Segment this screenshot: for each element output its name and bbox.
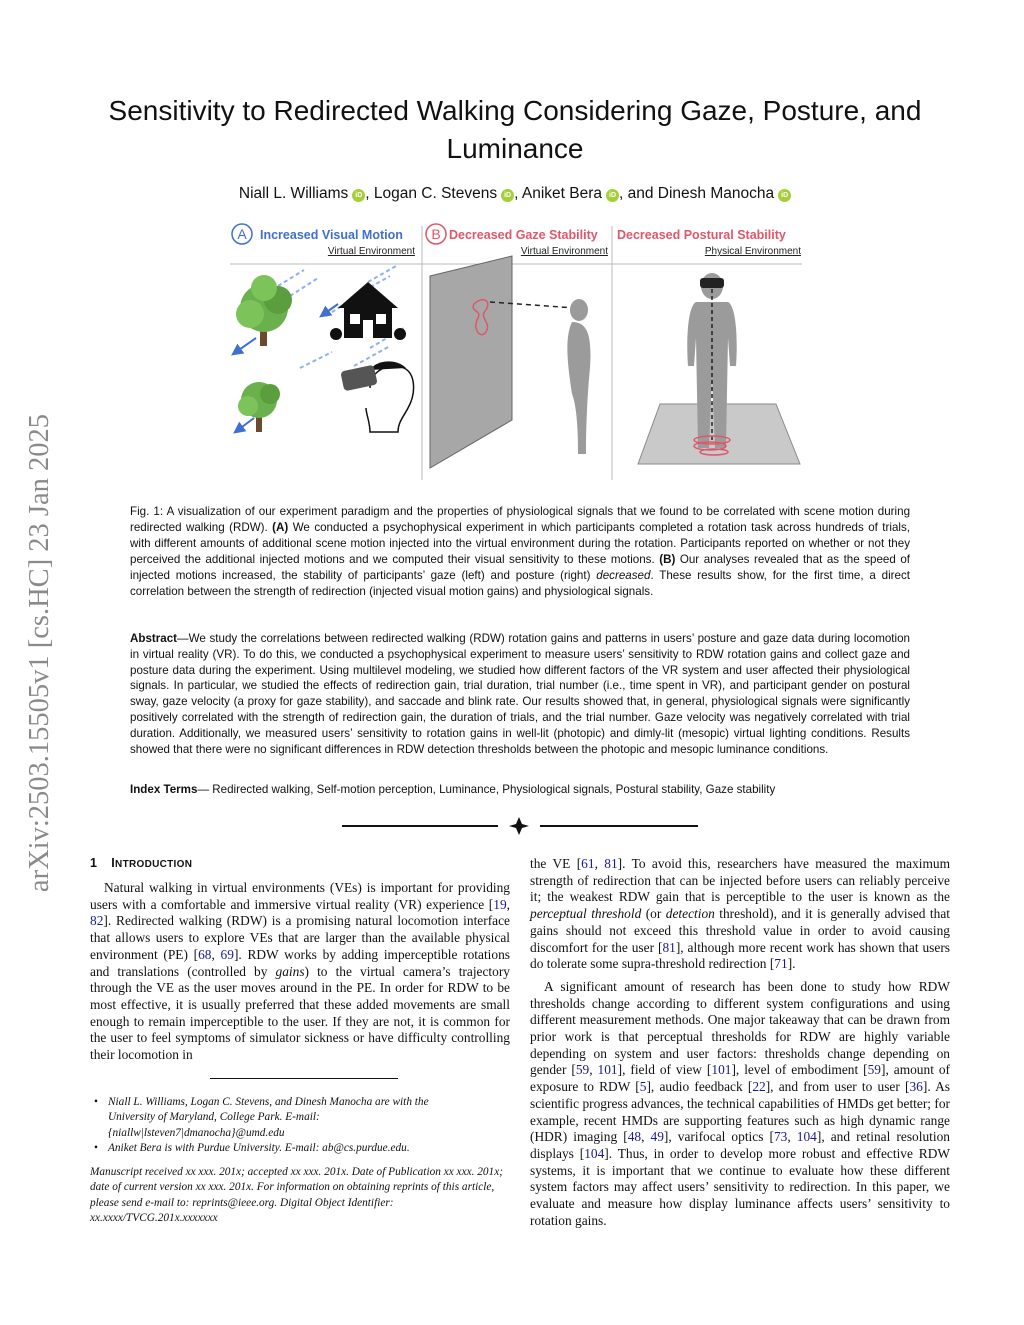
body-text: ], varifocal optics [ (663, 1129, 774, 1145)
caption-text-2: We conducted a psychophysical experiment in which participants completed a rotation task across hundreds of trials, with different amounts of additional scene motion injected into the virtual environment during the rotation. Participants reported on whether or not they perceived the additional injected motions and we computed their visual sensitivity to these motions. (130, 520, 910, 566)
body-text: (or (641, 906, 666, 922)
orcid-icon[interactable]: iD (778, 189, 791, 202)
panel-a-header (232, 224, 415, 257)
citation-link[interactable]: 49 (650, 1129, 664, 1145)
house-icon (330, 282, 406, 340)
citation-link[interactable]: 73 (773, 1129, 788, 1145)
emphasis-text: perceptual threshold (530, 906, 642, 922)
virtual-screen (430, 256, 512, 468)
panel-b-subtitle: Virtual Environment (520, 246, 608, 257)
author-name: Niall L. Williams (238, 185, 349, 202)
body-text: A significant amount of research has been done to study how RDW thresholds change according to different system configurations and using different measurement methods. One major takeaway that can be drawn from prior work is that perceptual thresholds for RDW are highly variable depending on system and user factors: thresholds change depending on gender [ (530, 978, 950, 1078)
body-text: ], and from user to user [ (765, 1079, 910, 1095)
panel-a-subtitle: Virtual Environment (327, 246, 415, 257)
panel-b-title: Decreased Gaze Stability (449, 228, 598, 242)
citation-link[interactable]: 61 (581, 856, 595, 871)
panel-a-illustration (236, 266, 414, 432)
bullet-icon: • (94, 1142, 98, 1155)
body-text: ]. RDW works by adding imperceptible rotations and translations (controlled by (90, 946, 510, 979)
index-terms (130, 782, 910, 797)
citation-link[interactable]: 19 (493, 896, 507, 912)
person-side-icon (567, 299, 590, 454)
caption-marker-b: (B) (659, 552, 676, 566)
figure-caption (130, 504, 910, 599)
paper-title: Sensitivity to Redirected Walking Considering Gaze, Posture, and Luminance (108, 95, 922, 164)
body-text: Natural walking in virtual environments (VEs) is important for providing users with a comfortable and immersive virtual reality (VR) experience [ (90, 880, 510, 912)
abstract-text: —We study the correlations between redirected walking (RDW) rotation gains and patterns in users’ posture and gaze data during locomotion in virtual reality (VR). To do this, we conducted a psychophysical experiment to measure users’ sensitivity to RDW rotation gains and collect gaze and posture data during the experiment. Using multilevel modeling, we studied how different factors of the VR system and user affected their physiological signals. In particular, we studied the effects of redirection gain, trial duration, trial number (i.e., time spent in VR), and participant gender on postural sway, gaze velocity (a proxy for gaze stability), and saccade and blink rate. Our results showed that, in general, physiological signals were significantly positively correlated with the strength of redirection gain, the duration of trials, and the trial number. Gaze velocity was negatively correlated with trial duration. Additionally, we measured users’ sensitivity to rotation gains in well-lit (photopic) and dimly-lit (mesopic) virtual lighting conditions. Results showed that there were no significant differences in RDW detection thresholds between the photopic and mesopic luminance conditions. (130, 632, 910, 756)
orcid-icon[interactable]: iD (352, 189, 365, 202)
panel-a-badge: A (237, 226, 247, 242)
body-text: ]. (787, 956, 796, 972)
body-text: ], and retinal resolution displays [ (530, 1129, 950, 1161)
index-terms-text: — Redirected walking, Self-motion perception, Luminance, Physiological signals, Postural stability, Gaze stability (197, 783, 776, 796)
footnote-line: Aniket Bera is with Purdue University. E-mail: ab@cs.purdue.edu. (108, 1142, 410, 1155)
body-text: ], audio feedback [ (646, 1079, 753, 1095)
intro-paragraph-2 (530, 856, 950, 973)
citation-link[interactable]: 36 (909, 1079, 923, 1095)
abstract (130, 631, 910, 757)
caption-emphasis: decreased (596, 568, 651, 582)
emphasis-text: gains (275, 963, 305, 979)
panel-b-badge: B (431, 226, 441, 242)
caption-label: Fig. 1: (130, 505, 164, 518)
arxiv-id-text: arXiv:2503.15505v1 [cs.HC] 23 Jan 2025 (24, 413, 55, 892)
citation-link[interactable]: 81 (604, 856, 618, 871)
panel-c-header (617, 228, 801, 257)
panel-c-title: Decreased Postural Stability (617, 228, 786, 242)
body-text: , (641, 1129, 651, 1145)
footnote-line: University of Maryland, College Park. E-mail: (108, 1111, 320, 1124)
intro-paragraph-1 (90, 880, 510, 1064)
author-list (90, 185, 940, 203)
bullet-icon: • (94, 1095, 98, 1108)
tree-icon (236, 275, 292, 346)
vr-headset-user-icon (340, 361, 413, 432)
figure-1 (220, 218, 815, 490)
body-text: , (211, 946, 221, 962)
body-text: threshold), and it is generally advised that gains should not exceed this threshold value in order to avoid causing discomfort for the user [ (530, 906, 950, 955)
right-column (530, 856, 950, 1229)
citation-link[interactable]: 104 (796, 1129, 817, 1145)
body-text: ]. Redirected walking (RDW) is a promising natural locomotion interface that allows users to explore VEs that are larger than the available physical environment (PE) [ (90, 913, 510, 962)
body-text: ) to the virtual camera’s trajectory through the VE as the user moves around in the PE. In order for RDW to be most effective, it is usually preferred that these added movements are small enough to remain imperceptible to the user. If they are not, it is common for the user to feel symptoms of simulator sickness or have difficulty controlling their locomotion in (90, 963, 510, 1063)
section-number: 1 (90, 856, 98, 870)
caption-text-3: Our analyses revealed that as the speed of injected motions increased, the stability of participants’ gaze (left) and posture (right) (130, 552, 910, 582)
intro-paragraph-3 (530, 979, 950, 1230)
caption-marker-a: (A) (272, 520, 289, 534)
author-name: Aniket Bera (521, 185, 603, 202)
citation-link[interactable]: 59 (867, 1062, 881, 1078)
body-text: , (506, 896, 510, 912)
footnote-item (90, 1141, 510, 1157)
caption-text-4: . These results show, for the first time, a direct correlation between the strength of redirection (injected visual motion gains) and physiological signals. (130, 568, 911, 598)
caption-text-1: A visualization of our experiment paradigm and the properties of physiological signals that we found to be correlated with scene motion during redirected walking (RDW). (130, 505, 911, 534)
citation-link[interactable]: 101 (597, 1062, 618, 1078)
author-name: Logan C. Stevens (373, 185, 498, 202)
orcid-icon[interactable]: iD (501, 189, 514, 202)
author-name: Dinesh Manocha (657, 185, 775, 202)
body-text: the VE [ (530, 856, 582, 871)
body-text: , (594, 856, 605, 871)
footnote-rule (210, 1078, 398, 1079)
body-text: ], field of view [ (617, 1062, 712, 1078)
body-text: ]. Thus, in order to develop more robust and effective RDW systems, it is important that we continue to evaluate how these different system factors may affect users’ sensitivity to redirection. In this paper, we evaluate and measure how display luminance affects users’ sensitivity to rotation gains. (530, 1145, 951, 1228)
citation-link[interactable]: 59 (575, 1062, 590, 1078)
divider-star-icon (509, 817, 529, 835)
panel-c-illustration (638, 273, 800, 464)
manuscript-note: Manuscript received xx xxx. 201x; accepted xx xxx. 201x. Date of Publication xx xxx. 201x; date of current version xx xxx. 201x. For information on obtaining reprints of this article, please send e-mail to: reprints@ieee.org. Digital Object Identifier: xx.xxxx/TVCG.201x.xxxxxxx (90, 1165, 503, 1225)
footnote-line: {niallw|lsteven7|dmanocha}@umd.edu (108, 1126, 285, 1139)
body-text: , (589, 1062, 598, 1078)
body-text: , (787, 1129, 797, 1145)
citation-link[interactable]: 101 (711, 1062, 732, 1078)
body-text: ], level of embodiment [ (731, 1062, 868, 1078)
section-title-rest: NTRODUCTION (115, 859, 193, 870)
panel-a-title: Increased Visual Motion (260, 228, 403, 242)
citation-link[interactable]: 69 (220, 946, 234, 962)
section-title-initial: I (111, 856, 116, 870)
panel-b-illustration (430, 256, 590, 468)
footnote-line: Niall L. Williams, Logan C. Stevens, and Dinesh Manocha are with the (108, 1095, 429, 1108)
author-separator: , (514, 185, 522, 202)
section-divider (340, 816, 700, 836)
citation-link[interactable]: 104 (584, 1145, 605, 1161)
arxiv-side-stamp (10, 355, 70, 950)
body-text: ], although more recent work has shown that users do tolerate some supra-threshold redirection [ (530, 939, 950, 972)
citation-link[interactable]: 22 (752, 1079, 766, 1095)
body-text: ]. As scientific progress advances, the technical capabilities of HMDs get better; for example, recent HMDs are supporting features such as high dynamic range (HDR) imaging [ (530, 1079, 950, 1145)
footnote-item (90, 1095, 510, 1142)
section-heading (90, 856, 510, 870)
citation-link[interactable]: 81 (662, 939, 676, 955)
body-text: ]. To avoid this, researchers have measured the maximum strength of redirection that can be injected before users can reliably perceive it; the weakest RDW gain that is perceptible to the user is known as the (530, 856, 951, 905)
citation-link[interactable]: 71 (774, 956, 788, 972)
abstract-label: Abstract (130, 632, 178, 645)
author-separator: , and (619, 185, 658, 202)
author-separator: , (365, 185, 374, 202)
body-text: ], amount of exposure to RDW [ (530, 1062, 951, 1095)
citation-link[interactable]: 82 (90, 913, 104, 929)
citation-link[interactable]: 5 (639, 1079, 647, 1095)
footnotes (90, 1095, 510, 1157)
left-column (90, 856, 510, 1227)
citation-link[interactable]: 68 (198, 946, 212, 962)
panel-c-subtitle: Physical Environment (704, 246, 801, 257)
emphasis-text: detection (665, 906, 715, 922)
index-terms-label: Index Terms (130, 783, 198, 796)
orcid-icon[interactable]: iD (606, 189, 619, 202)
panel-b-header (426, 224, 608, 257)
citation-link[interactable]: 48 (627, 1129, 642, 1145)
